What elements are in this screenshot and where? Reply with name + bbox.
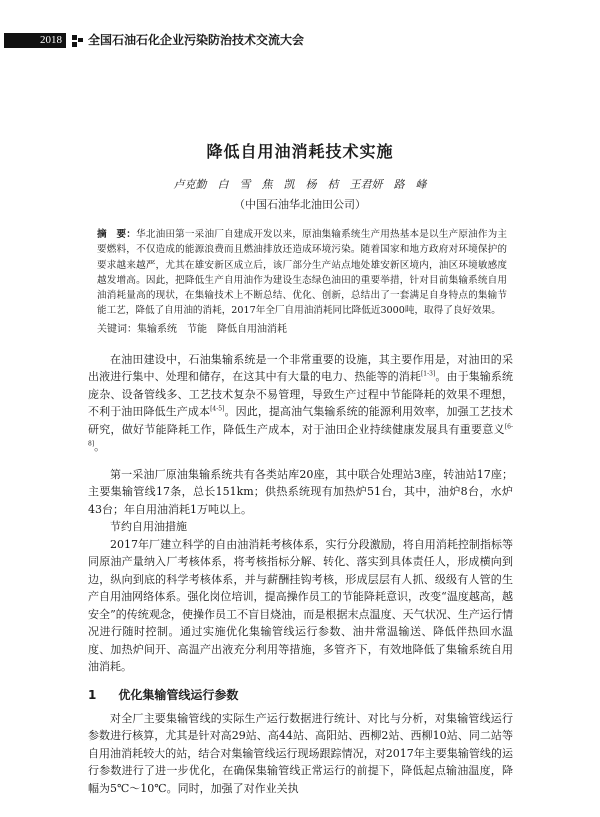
affiliation: （中国石油华北油田公司） [234, 198, 366, 211]
abstract-text: 华北油田第一采油厂自建成开发以来，原油集输系统生产用热基本是以生产原油作为主要燃料，不仅造成的能源浪费而且燃油排放还造成环境污染。随着国家和地方政府对环境保护的要求越来越严，尤其在雄安新区成立后，该厂部分生产站点地处雄安新区境内，油区环境敏感度越发增高。因此，把降低生产自用油作为建设生态绿色油田的重要举措，针对目前集输系统自用油消耗量高的现状，在集输技术上不断总结、优化、创新，总结出了一套满足自身特点的集输节能工艺，降低了自用油的消耗，2017年全厂自用油消耗同比降低近3000吨，取得了良好效果。 [97, 229, 508, 317]
paragraph-section-1: 对全厂主要集输管线的实际生产运行数据进行统计、对比与分析，对集输管线运行参数进行核算，尤其是针对高29站、高44站、高阳站、西柳2站、西柳10站、同二站等自用油消耗较大的站，结合对集输管线运行现场跟踪情况，对2017年主要集输管线的运行参数进行了进一步优化，在确保集输管线正常运行的前提下，降低起点输油温度，降幅为5℃～10℃。同时，加强了对作业关执 [88, 711, 513, 795]
abstract-label: 摘 要： [97, 229, 137, 240]
paragraph-overview: 第一采油厂原油集输系统共有各类站库20座，其中联合处理站3座，转油站17座；主要集输管线17条，总长151km；供热系统现有加热炉51台，其中，油炉8台，水炉43台；年自用油消耗1万吨以上。 [88, 467, 513, 516]
paragraph-intro [88, 351, 513, 456]
keywords [97, 322, 507, 337]
authors: 卢克勤 白 雪 焦 凯 杨 桔 王君妍 路 峰 [173, 178, 427, 191]
section-title: 优化集输管线运行参数 [118, 687, 239, 702]
subheading: 节约自用油措施 [110, 520, 187, 534]
text: 在油田建设中，石油集输系统是一个非常重要的设施，其主要作用是，对油田的采出液进行集中、处理和储存，在这其中有大量的电力、热能等的消耗 [88, 352, 513, 384]
abstract [97, 227, 507, 319]
text: 。因此，提高油气集输系统的能源利用效率，加强工艺技术研究，做好节能降耗工作，降低生产成本，对于油田企业持续健康发展具有重要意义 [88, 405, 514, 436]
citation: [6-8] [88, 423, 513, 448]
paragraph-measures: 2017年厂建立科学的自由油消耗考核体系，实行分段激励，将自用消耗控制指标等同原油产量纳入厂考核体系，将考核指标分解、转化、落实到具体责任人，形成横向到边，纵向到底的科学考核体系，并与薪酬挂钩考核，形成层层有人抓、级级有人管的生产自用油网络体系。强化岗位培训，提高操作员工的节能降耗意识，改变“温度越高，越安全”的传统观念，使操作员工不盲目烧油，而是根据末点温度、天气状况、生产运行情况进行随时控制。通过实施优化集输管线运行参数、油井常温输送、降低伴热回水温度、加热炉间开、高温产出液充分利用等措施，多管齐下，有效地降低了集输系统自用油消耗。 [88, 537, 513, 674]
citation: [4-5] [210, 405, 225, 413]
keywords-text: 集输系统 节能 降低自用油消耗 [137, 323, 287, 335]
article-title: 降低自用油消耗技术实施 [206, 142, 394, 161]
text: 。 [94, 440, 106, 454]
year-badge: 2018 [4, 33, 66, 48]
header-ornament-icon [72, 35, 84, 47]
conference-title: 全国石油石化企业污染防治技术交流大会 [88, 33, 305, 47]
section-number: 1 [88, 687, 97, 702]
running-header [0, 33, 600, 49]
section-heading [88, 686, 600, 704]
citation: [1-3] [420, 370, 436, 378]
keywords-label: 关键词： [97, 323, 137, 335]
text: 。由于集输系统庞杂、设备管线多、工艺技术复杂不易管理，导致生产过程中节能降耗的效果不理想，不利于油田降低生产成本 [88, 370, 514, 419]
